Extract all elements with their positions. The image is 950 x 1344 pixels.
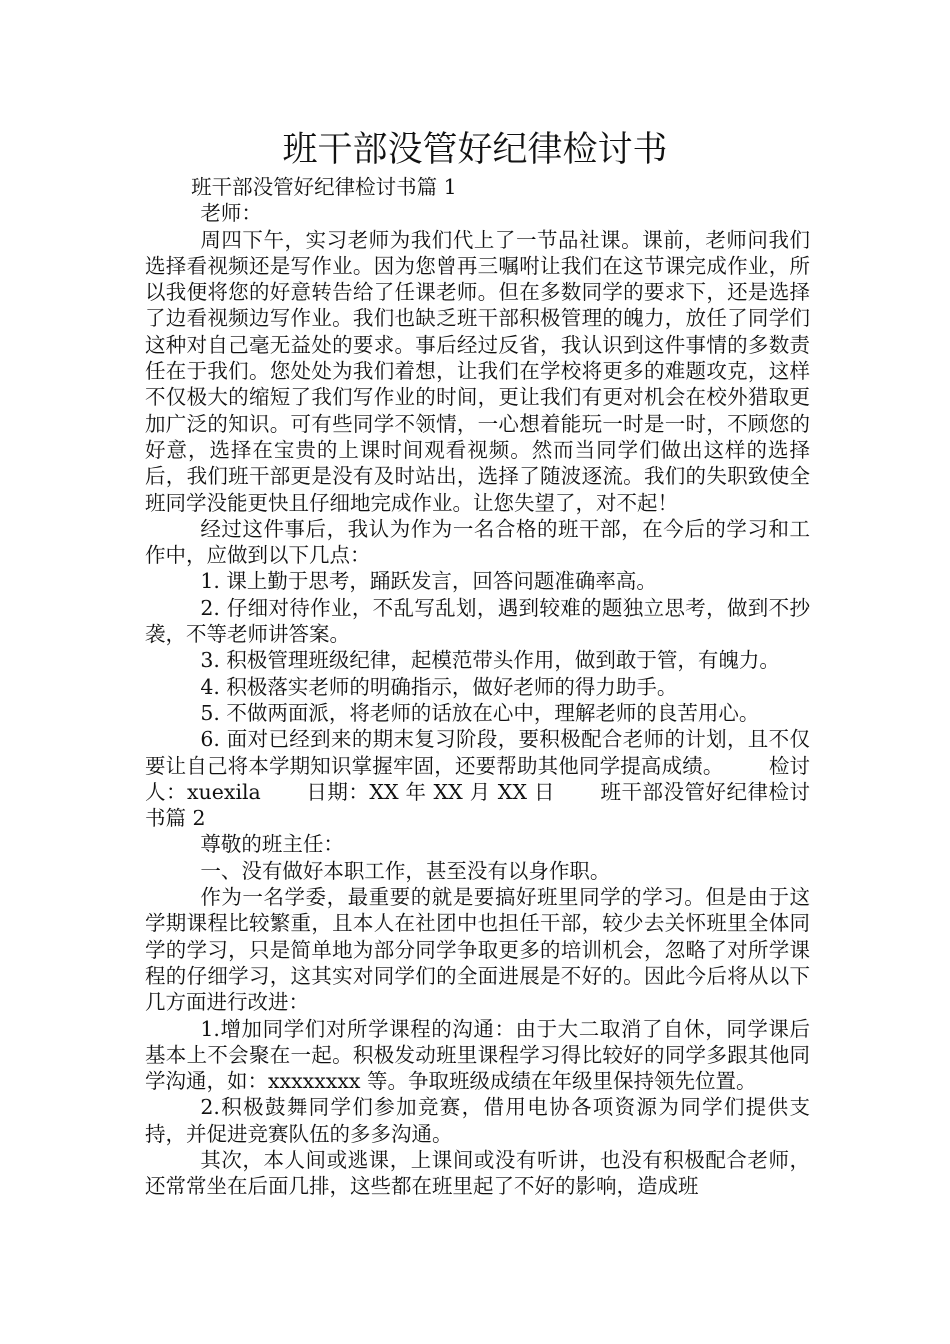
- list-item-6: 6. 面对已经到来的期末复习阶段，要积极配合老师的计划，且不仅要让自己将本学期知识掌握牢固，还要帮助其他同学提高成绩。: [145, 727, 810, 778]
- document-body: [145, 174, 810, 1200]
- list-item-3: 3. 积极管理班级纪律，起模范带头作用，做到敢于管，有魄力。: [200, 648, 780, 673]
- list-item-1: 1. 课上勤于思考，踊跃发言，回答问题准确率高。: [200, 569, 657, 594]
- improvement-item-2: 2.积极鼓舞同学们参加竞赛，借用电协各项资源为同学们提供支持，并促进竞赛队伍的多多沟通。: [145, 1095, 810, 1146]
- list-item-2: 2. 仔细对待作业，不乱写乱划，遇到较难的题独立思考，做到不抄袭，不等老师讲答案。: [145, 595, 810, 647]
- document-title: 班干部没管好纪律检讨书: [282, 130, 668, 170]
- list-item-6-with-signature: [145, 726, 810, 831]
- paragraph-resolution-intro: 经过这件事后，我认为作为一名合格的班干部，在今后的学习和工作中，应做到以下几点：: [145, 516, 810, 568]
- list-item-5: 5. 不做两面派，将老师的话放在心中，理解老师的良苦用心。: [200, 700, 760, 725]
- salutation-head-teacher: 尊敬的班主任：: [200, 832, 344, 857]
- salutation-teacher: 老师：: [200, 201, 262, 226]
- date: 日期：XX 年 XX 月 XX 日: [305, 779, 555, 804]
- list-item-4: 4. 积极落实老师的明确指示，做好老师的得力助手。: [200, 674, 678, 699]
- paragraph-incident: 周四下午，实习老师为我们代上了一节品社课。课前，老师问我们选择看视频还是写作业。因为您曾再三嘱咐让我们在这节课完成作业，所以我便将您的好意转告给了任课老师。但在多数同学的要求下，还是选择了边看视频边写作业。我们也缺乏班干部积极管理的魄力，放任了同学们这种对自己毫无益处的要求。事后经过反省，我认识到这件事情的多数责任在于我们。您处处为我们着想，让我们在学校将更多的难题攻克，这样不仅极大的缩短了我们写作业的时间，更让我们有更对机会在校外猎取更加广泛的知识。可有些同学不领情，一心想着能玩一时是一时，不顾您的好意，选择在宝贵的上课时间观看视频。然而当同学们做出这样的选择后，我们班干部更是没有及时站出，选择了随波逐流。我们的失职致使全班同学没能更快且仔细地完成作业。让您失望了，对不起！: [145, 227, 810, 515]
- paragraph-study-duty: 作为一名学委，最重要的就是要搞好班里同学的学习。但是由于这学期课程比较繁重，且本人在社团中也担任干部，较少去关怀班里全体同学的学习，只是简单地为部分同学争取更多的培训机会，忽略了对所学课程的仔细学习，这其实对同学们的全面进展是不好的。因此今后将从以下几方面进行改进：: [145, 885, 810, 1015]
- improvement-item-1: 1.增加同学们对所学课程的沟通：由于大二取消了自休，同学课后基本上不会聚在一起。积极发动班里课程学习得比较好的同学多跟其他同学沟通，如：xxxxxxxx 等。争取班级成绩在年级里保持领先位置。: [145, 1016, 810, 1094]
- signature: 检讨人：xuexila: [145, 753, 810, 804]
- section1-title: 班干部没管好纪律检讨书篇 1: [191, 175, 457, 199]
- section-heading-1: 一、没有做好本职工作，甚至没有以身作职。: [200, 858, 611, 883]
- section2-title: 班干部没管好纪律检讨书篇 2: [145, 779, 810, 831]
- paragraph-attendance: 其次，本人间或逃课，上课间或没有听讲，也没有积极配合老师，还常常坐在后面几排，这些都在班里起了不好的影响，造成班: [145, 1147, 810, 1199]
